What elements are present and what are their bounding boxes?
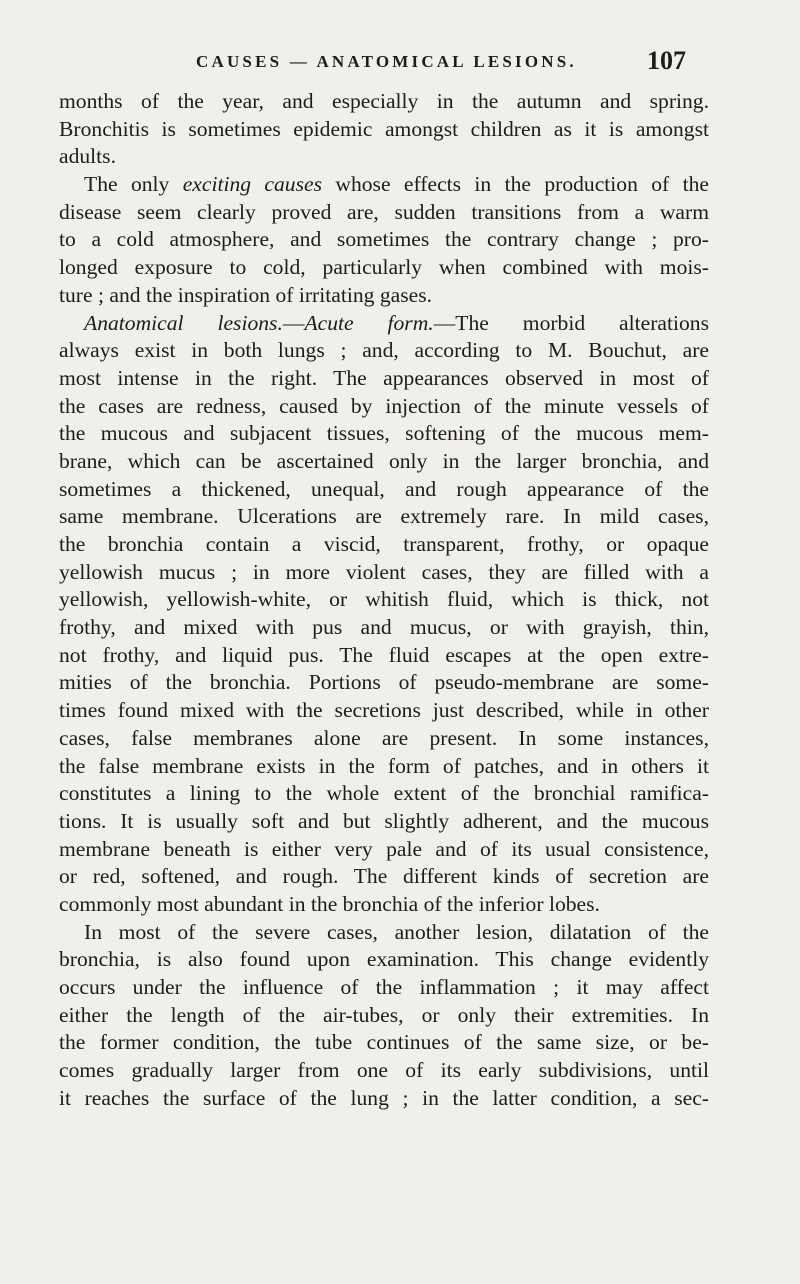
text-line [59,420,709,448]
text-run: the cases are redness, caused by injection of the minute vessels of [59,393,709,418]
text-line [59,725,709,753]
text-run: either the length of the air-tubes, or only their extremities. In [59,1002,709,1027]
text-line [59,199,709,227]
text-run: yellowish mucus ; in more violent cases, they are filled with a [59,559,709,584]
text-line [59,946,709,974]
text-line [59,503,709,531]
text-run: commonly most abundant in the bronchia of the inferior lobes. [59,891,600,916]
text-line [59,171,709,199]
text-run: membrane beneath is either very pale and of its usual consistence, [59,836,709,861]
text-line [59,808,709,836]
text-line [59,1002,709,1030]
text-run: times found mixed with the secretions just described, while in other [59,698,709,723]
text-line [59,863,709,891]
text-run: tions. It is usually soft and but slightly adherent, and the mucous [59,808,709,833]
text-line [59,282,709,310]
italic-phrase: Acute form. [304,310,434,335]
text-run: the bronchia contain a viscid, transparent, frothy, or opaque [59,532,709,556]
text-run: the mucous and subjacent tissues, softening of the mucous mem- [59,421,709,446]
text-line [59,337,709,365]
text-run: to a cold atmosphere, and sometimes the contrary change ; pro- [59,227,709,252]
text-run: — [282,310,305,335]
text-line [59,697,709,725]
text-line [59,1029,709,1057]
text-line [59,143,709,171]
text-run: the former condition, the tube continues of the same size, or be- [59,1030,709,1055]
text-line [59,365,709,393]
text-line [59,1057,709,1085]
text-run: ture ; and the inspiration of irritating gases. [59,282,432,307]
text-run: mities of the bronchia. Portions of pseudo-membrane are some- [59,670,709,695]
text-run: adults. [59,144,116,169]
text-line [59,919,709,947]
text-line [59,88,709,116]
text-line [59,753,709,781]
text-line [59,1085,709,1113]
text-line [59,226,709,254]
text-run: it reaches the surface of the lung ; in the latter condition, a sec- [59,1085,709,1110]
text-run: bronchia, is also found upon examination. This change evidently [59,947,709,972]
text-run: In most of the severe cases, another lesion, dilatation of the [84,919,709,944]
text-run: —The morbid alterations [433,310,709,335]
text-run: whose effects in the production of the [322,172,709,197]
text-run: always exist in both lungs ; and, according to M. Bouchut, are [59,338,709,363]
text-line [59,974,709,1002]
text-line [59,780,709,808]
text-run: brane, which can be ascertained only in the larger bronchia, and [59,448,709,473]
text-run: constitutes a lining to the whole extent of the bronchial ramifica- [59,781,709,806]
text-run: yellowish, yellowish-white, or whitish fluid, which is thick, not [59,587,709,612]
text-line [59,476,709,504]
text-line [59,531,709,559]
text-line [59,393,709,421]
text-line [59,586,709,614]
text-line [59,116,709,144]
text-run: comes gradually larger from one of its early subdivisions, until [59,1058,709,1083]
text-run: not frothy, and liquid pus. The fluid escapes at the open extre- [59,642,709,667]
italic-phrase: Anatomical lesions. [84,310,283,335]
text-line [59,448,709,476]
text-line [59,310,709,338]
text-run: the false membrane exists in the form of patches, and in others it [59,753,709,778]
text-run: most intense in the right. The appearances observed in most of [59,365,709,390]
text-run: Bronchitis is sometimes epidemic amongst children as it is amongst [59,116,709,141]
text-line [59,642,709,670]
text-run: same membrane. Ulcerations are extremely rare. In mild cases, [59,504,709,529]
text-run: sometimes a thickened, unequal, and rough appearance of the [59,476,709,501]
page-number: 107 [647,46,686,75]
running-head [196,46,686,80]
text-run: The only [84,172,183,197]
body-text [59,88,709,1112]
text-line [59,891,709,919]
text-line [59,614,709,642]
text-run: occurs under the influence of the inflammation ; it may affect [59,975,709,999]
text-run: frothy, and mixed with pus and mucus, or with grayish, thin, [59,615,709,640]
running-head-title: CAUSES — ANATOMICAL LESIONS. [196,52,577,71]
text-run: longed exposure to cold, particularly when combined with mois- [59,255,709,280]
text-run: months of the year, and especially in the autumn and spring. [59,89,709,113]
text-line [59,559,709,587]
text-run: or red, softened, and rough. The different kinds of secretion are [59,864,709,889]
text-line [59,836,709,864]
text-run: cases, false membranes alone are present. In some instances, [59,725,709,750]
text-line [59,254,709,282]
text-line [59,669,709,697]
italic-phrase: exciting causes [182,172,322,197]
text-run: disease seem clearly proved are, sudden transitions from a warm [59,199,709,224]
